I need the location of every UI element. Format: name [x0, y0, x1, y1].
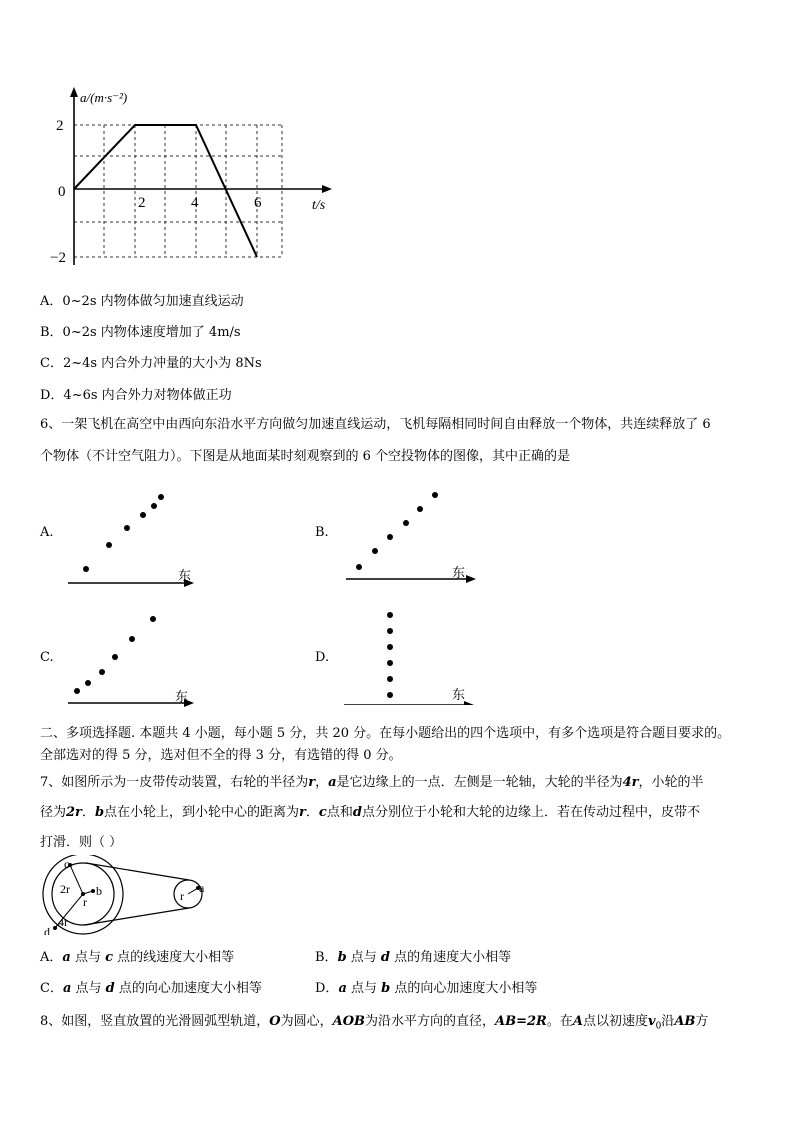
- q7-stem-line3: 打滑．则（ ）: [40, 835, 123, 850]
- acceleration-time-graph: [50, 85, 340, 275]
- y-tick-neg2: −2: [50, 250, 66, 266]
- label-r-center: r: [83, 895, 87, 909]
- x-tick-6: 6: [254, 195, 262, 211]
- q5-option-d: D．4~6s 内合外力对物体做正功: [40, 388, 232, 403]
- y-tick-0: 0: [58, 184, 66, 200]
- point-c-label: c: [64, 857, 70, 871]
- q7-option-c: C．a 点与 d 点的向心加速度大小相等: [40, 981, 262, 996]
- q6-option-c-east: 东: [175, 690, 189, 705]
- q6-option-b-east: 东: [452, 566, 466, 581]
- q7-option-a: A．a 点与 c 点的线速度大小相等: [40, 950, 235, 965]
- section2-heading-line1: 二、多项选择题. 本题共 4 小题，每小题 5 分，共 20 分。在每小题给出的四个选项中，有多个选项是符合题目要求的。: [40, 726, 731, 741]
- q6-stem-line2: 个物体（不计空气阻力）。下图是从地面某时刻观察到的 6 个空投物体的图像，其中正确的是: [40, 449, 571, 464]
- y-axis-label: a/(m·s⁻²): [80, 90, 128, 105]
- q6-option-a-label: A.: [40, 525, 54, 540]
- x-axis-label: t/s: [312, 198, 326, 213]
- belt-pulley-diagram: [36, 855, 216, 935]
- q5-option-a: A．0~2s 内物体做匀加速直线运动: [40, 294, 244, 309]
- q7-stem-line1: 7、如图所示为一皮带传动装置，右轮的半径为r，a是它边缘上的一点．左侧是一轮轴，大轮的半径为4r，小轮的半: [40, 775, 704, 790]
- label-2r: 2r: [60, 882, 70, 896]
- q6-option-a-east: 东: [178, 569, 192, 584]
- q5-option-c: C．2~4s 内合外力冲量的大小为 8Ns: [40, 356, 262, 371]
- y-tick-2: 2: [56, 118, 64, 134]
- q6-option-d-label: D.: [315, 650, 330, 665]
- label-r-right: r: [180, 889, 184, 903]
- q7-option-d: D．a 点与 b 点的向心加速度大小相等: [315, 981, 538, 996]
- q7-option-b: B．b 点与 d 点的角速度大小相等: [315, 950, 512, 965]
- point-b-label: b: [96, 884, 102, 898]
- q5-option-b: B．0~2s 内物体速度增加了 4m/s: [40, 325, 241, 340]
- q7-stem-line2: 径为2r．b点在小轮上，到小轮中心的距离为r．c点和d点分别位于小轮和大轮的边缘上．若在传动过程中，皮带不: [40, 805, 700, 820]
- point-d-label: d: [44, 925, 50, 935]
- q6-option-c-label: C.: [40, 650, 54, 665]
- section2-heading-line2: 全部选对的得 5 分，选对但不全的得 3 分，有选错的得 0 分。: [40, 748, 402, 763]
- q6-stem-line1: 6、一架飞机在高空中由西向东沿水平方向做匀加速直线运动，飞机每隔相同时间自由释放一个物体，共连续释放了 6: [40, 417, 711, 432]
- q6-option-b-label: B.: [315, 525, 329, 540]
- q8-stem-line1: 8、如图，竖直放置的光滑圆弧型轨道，O为圆心，AOB为沿水平方向的直径，AB=2R。在A点以初速度$v_0$沿AB方: [40, 1014, 709, 1032]
- label-4r: 4r: [58, 915, 68, 929]
- q6-option-d-east: 东: [452, 688, 466, 703]
- point-a-label: a: [199, 881, 205, 895]
- x-tick-4: 4: [191, 195, 199, 211]
- x-tick-2: 2: [138, 195, 146, 211]
